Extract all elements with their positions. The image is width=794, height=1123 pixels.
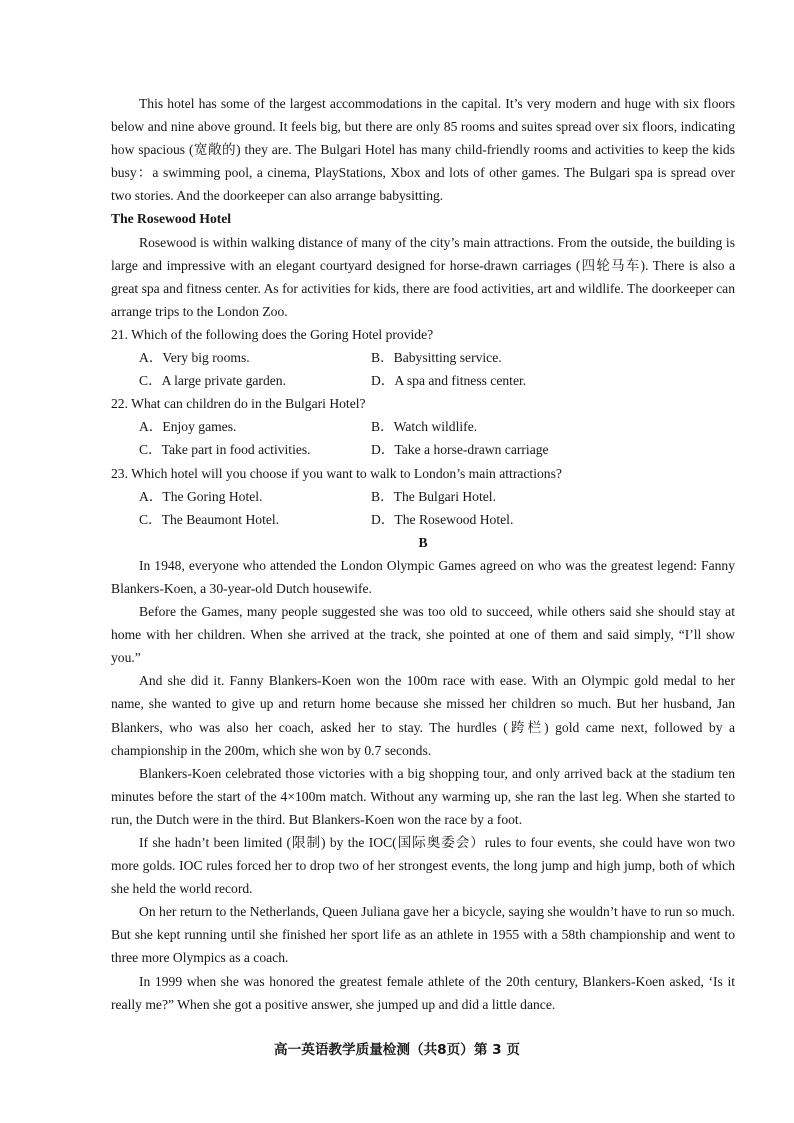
option-row [111,415,735,438]
bulgari-paragraph: This hotel has some of the largest accommodations in the capital. It’s very modern and huge with six floors below and nine above ground. It feels big, but there are only 85 rooms and suites spread over six floors, indicating how spacious (宽敞的) they are. The Bulgari Hotel has many child-friendly rooms and activities to keep the kids busy：a swimming pool, a cinema, PlayStations, Xbox and lots of other games. The Bulgari spa is spread over two stories. And the doorkeeper can also arrange babysitting. [111,96,735,204]
option-d: D．A spa and fitness center. [371,373,527,389]
option-a: A．Very big rooms. [139,350,250,366]
rosewood-heading: The Rosewood Hotel [111,211,232,227]
passage-b-paragraph: On her return to the Netherlands, Queen Juliana gave her a bicycle, saying she wouldn’t have to run so much. But she kept running until she finished her sport life as an athlete in 1955 with a 58th championship and went to three more Olympics as a coach. [111,904,735,966]
option-row [111,369,735,392]
question-21 [111,323,735,392]
page-footer: 高一英语教学质量检测（共8页）第 3 页 [274,1042,520,1058]
rosewood-paragraph: Rosewood is within walking distance of many of the city’s main attractions. From the outside, the building is large and impressive with an elegant courtyard designed for horse-drawn carriages (四轮马车). There is also a great spa and fitness center. As for activities for kids, there are food activities, art and wildlife. The doorkeeper can arrange trips to the London Zoo. [111,234,735,319]
option-b: B．Babysitting service. [371,350,502,366]
option-d: D．The Rosewood Hotel. [371,511,514,527]
section-b-heading: B [418,534,428,550]
passage-b-paragraph: Before the Games, many people suggested she was too old to succeed, while others said she should stay at home with her children. When she arrived at the track, she pointed at one of them and said simply, “I’ll show you.” [111,604,735,666]
option-row [111,346,735,369]
option-b: B．The Bulgari Hotel. [371,488,496,504]
question-stem: 23. Which hotel will you choose if you want to walk to London’s main attractions? [111,465,562,481]
question-22 [111,392,735,461]
page-content [111,92,735,1016]
option-row [111,485,735,508]
question-23 [111,462,735,531]
option-c: C．A large private garden. [139,373,286,389]
passage-b-paragraph: Blankers-Koen celebrated those victories with a big shopping tour, and only arrived back at the stadium ten minutes before the start of the 4×100m match. Without any warming up, she ran the last leg. When she started to run, the Dutch were in the third. But Blankers-Koen won the race by a foot. [111,765,735,827]
question-stem: 22. What can children do in the Bulgari Hotel? [111,396,366,412]
passage-b-paragraph: And she did it. Fanny Blankers-Koen won the 100m race with ease. With an Olympic gold medal to her name, she wanted to give up and return home because she missed her children so much. But her husband, Jan Blankers, who was also her coach, asked her to stay. The hurdles (跨栏) gold came next, followed by a championship in the 200m, which she won by 0.7 seconds. [111,673,735,758]
option-c: C．Take part in food activities. [139,442,311,458]
option-d: D．Take a horse-drawn carriage [371,442,549,458]
passage-b-paragraph: In 1948, everyone who attended the London Olympic Games agreed on who was the greatest legend: Fanny Blankers-Koen, a 30-year-old Dutch housewife. [111,557,735,596]
option-c: C．The Beaumont Hotel. [139,511,280,527]
passage-b-paragraph: In 1999 when she was honored the greatest female athlete of the 20th century, Blankers-Koen asked, ‘Is it really me?” When she got a positive answer, she jumped up and did a little dance. [111,973,735,1012]
option-a: A．The Goring Hotel. [139,488,263,504]
option-row [111,438,735,461]
passage-b-paragraph: If she hadn’t been limited (限制) by the IOC(国际奥委会）rules to four events, she could have won two more golds. IOC rules forced her to drop two of her strongest events, the long jump and high jump, both of which she held the world record. [111,835,735,897]
option-b: B．Watch wildlife. [371,419,478,435]
question-stem: 21. Which of the following does the Goring Hotel provide? [111,326,434,342]
option-a: A．Enjoy games. [139,419,237,435]
option-row [111,508,735,531]
